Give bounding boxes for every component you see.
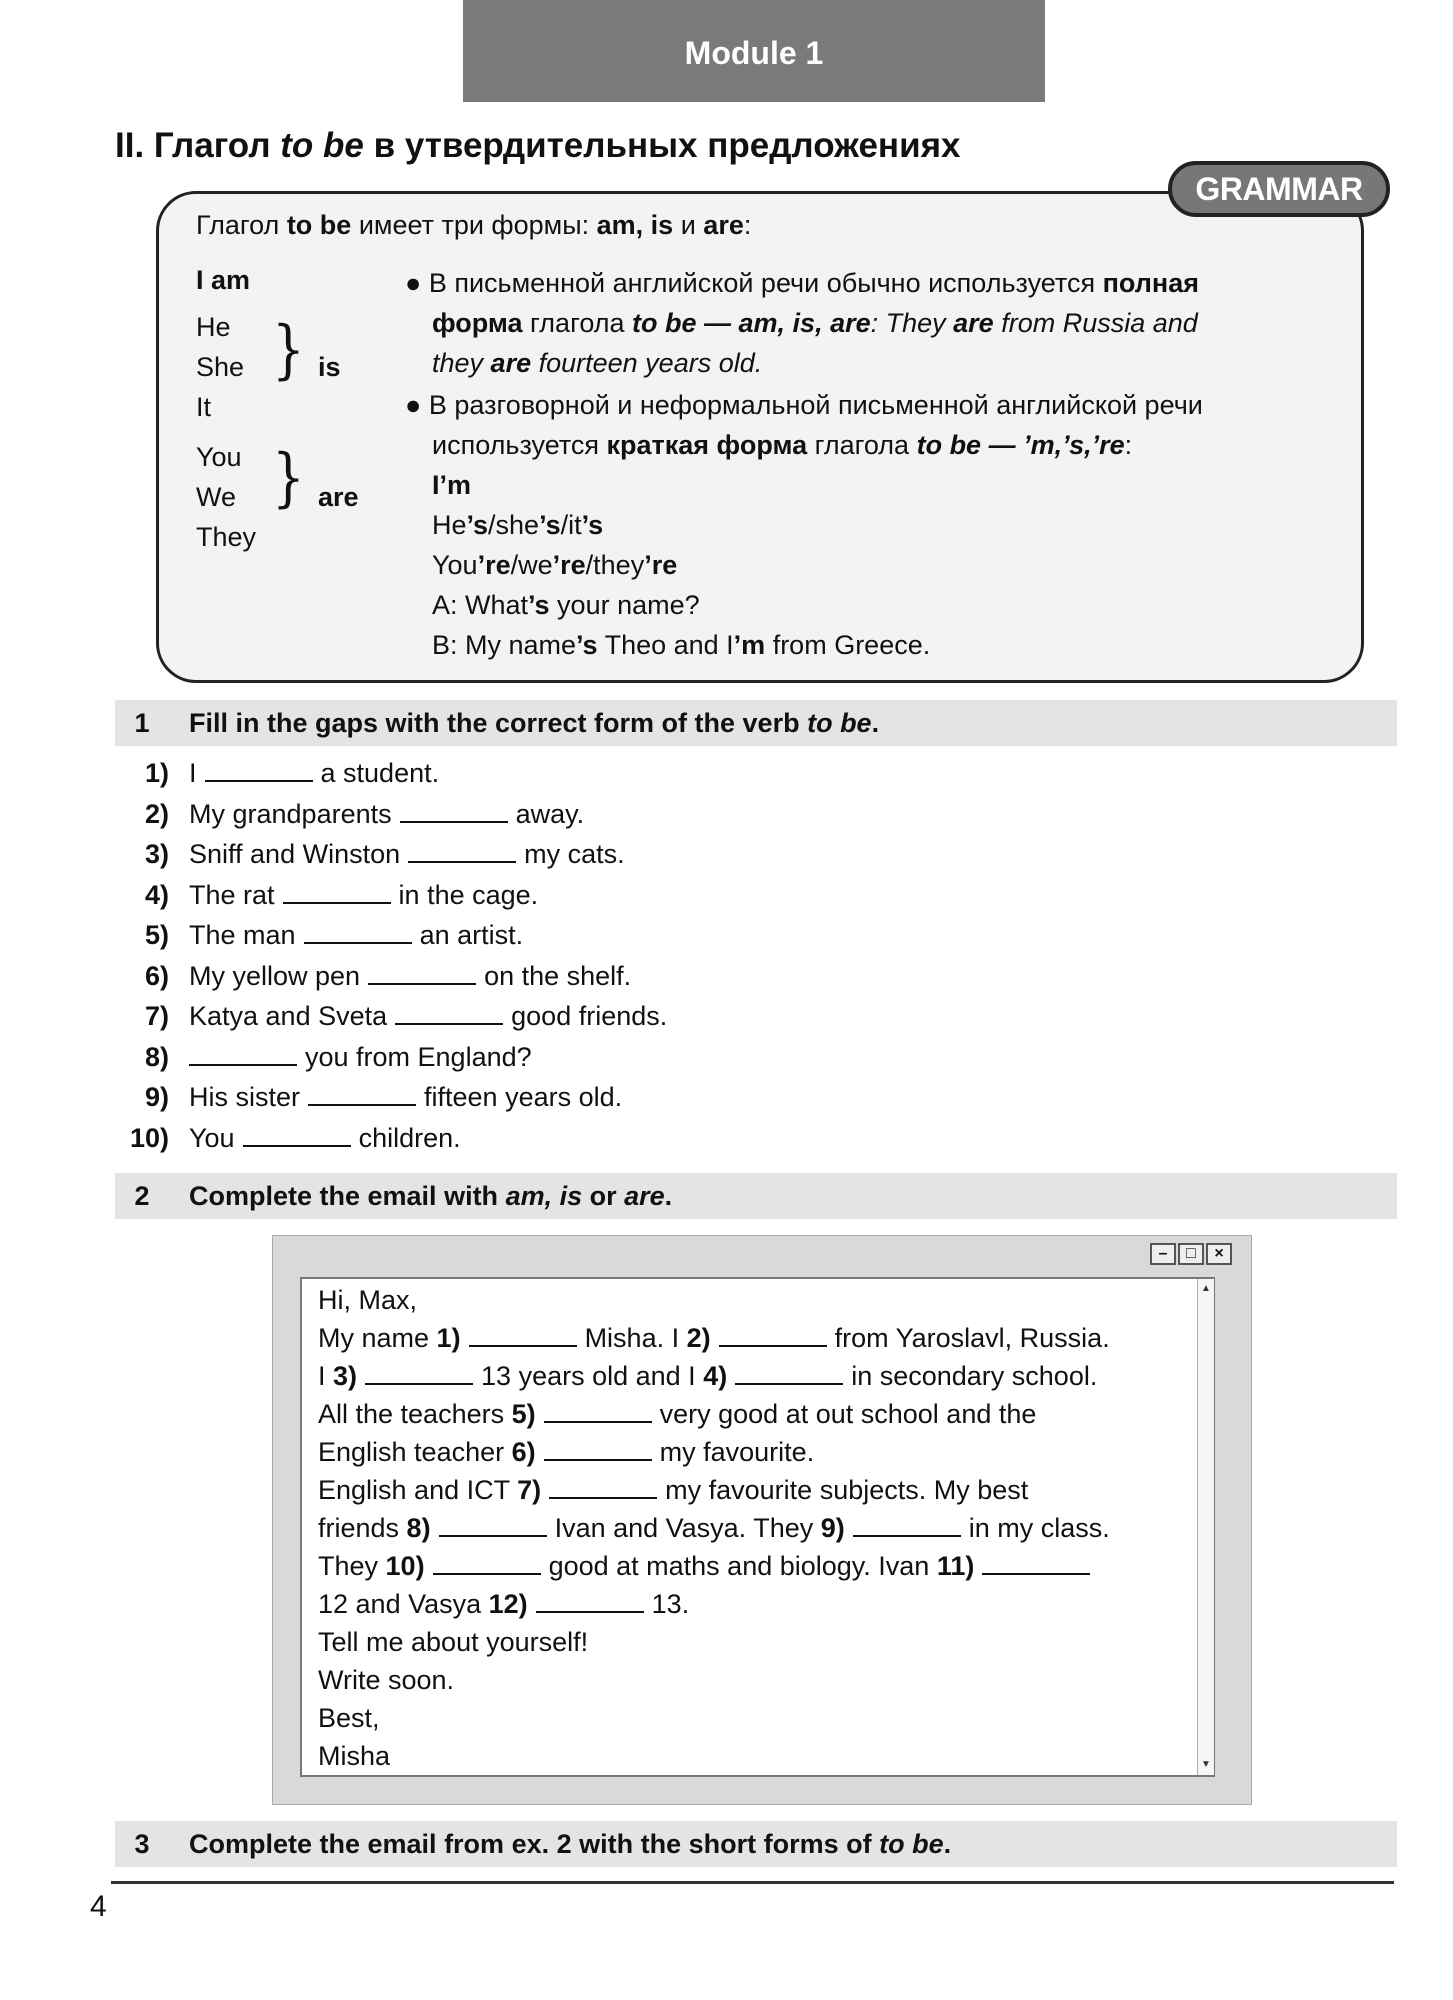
- list-item: 2) My grandparents away.: [144, 798, 585, 829]
- dialogue-b: B: My name’s Theo and I’m from Greece.: [432, 630, 931, 660]
- brace-icon: }: [272, 441, 305, 515]
- answer-blank[interactable]: [408, 839, 516, 863]
- email-line: All the teachers 5) very good at out school and the: [318, 1399, 1037, 1429]
- close-icon[interactable]: ×: [1206, 1243, 1232, 1265]
- grammar-intro: Глагол to be имеет три формы: am, is и are:: [196, 210, 752, 240]
- answer-blank[interactable]: [304, 920, 412, 944]
- maximize-icon[interactable]: □: [1178, 1243, 1204, 1265]
- email-line: Tell me about yourself!: [318, 1627, 589, 1657]
- email-line: English teacher 6) my favourite.: [318, 1437, 815, 1467]
- brace-icon: }: [272, 313, 305, 387]
- list-item: 3) Sniff and Winston my cats.: [144, 839, 625, 869]
- verb-are: are: [318, 482, 359, 512]
- email-line: Write soon.: [318, 1665, 455, 1695]
- scrollbar[interactable]: [1197, 1279, 1214, 1775]
- answer-blank[interactable]: [205, 758, 313, 782]
- list-item: 6) My yellow pen on the shelf.: [144, 960, 632, 991]
- pronoun-she: She: [196, 352, 245, 382]
- verb-is: is: [318, 352, 341, 382]
- dialogue-a: A: What’s your name?: [432, 590, 700, 620]
- bullet-icon: ●: [405, 268, 422, 298]
- list-item: 8) you from England?: [144, 1041, 532, 1072]
- bullet-2-line-2: используется краткая форма глагола to be — ’m,’s,’re:: [432, 430, 1133, 460]
- list-item: 4) The rat in the cage.: [144, 879, 539, 910]
- list-item: 1) I a student.: [144, 758, 440, 788]
- email-greeting: Hi, Max,: [318, 1285, 418, 1315]
- email-line: 12 and Vasya 12) 13.: [318, 1589, 690, 1619]
- bullet-1-line-2: форма глагола to be — am, is, are: They are from Russia and: [432, 308, 1198, 338]
- list-item: 9) His sister fifteen years old.: [144, 1082, 623, 1112]
- answer-blank[interactable]: [308, 1082, 416, 1106]
- exercise-3-header: 3 Complete the email from ex. 2 with the short forms of to be.: [115, 1821, 1397, 1867]
- pronoun-we: We: [196, 482, 237, 512]
- list-item: 7) Katya and Sveta good friends.: [144, 1001, 668, 1031]
- bullet-1-line-3: they are fourteen years old.: [432, 348, 763, 378]
- short-form-im: I’m: [432, 470, 472, 500]
- list-item: 5) The man an artist.: [144, 920, 524, 950]
- pronoun-i-am: I am: [196, 265, 251, 295]
- answer-blank[interactable]: [283, 880, 391, 904]
- pronoun-he: He: [196, 312, 231, 342]
- module-label: Module 1: [684, 35, 824, 71]
- email-line: They 10) good at maths and biology. Ivan 11): [318, 1551, 1098, 1582]
- answer-blank[interactable]: [368, 961, 476, 985]
- window-controls: [1150, 1243, 1232, 1265]
- email-line: English and ICT 7) my favourite subjects. My best: [318, 1475, 1029, 1505]
- pronoun-they: They: [196, 522, 257, 552]
- list-item: 10) You children.: [129, 1122, 461, 1153]
- bottom-divider: [111, 1881, 1394, 1884]
- answer-blank[interactable]: [400, 799, 508, 823]
- pronoun-it: It: [196, 392, 212, 422]
- module-banner: [463, 0, 1045, 102]
- short-form-are: You’re/we’re/they’re: [432, 550, 678, 580]
- email-line: My name 1) Misha. I 2) from Yaroslavl, Russia.: [318, 1323, 1110, 1353]
- exercise-2-header: 2 Complete the email with am, is or are.: [115, 1173, 1397, 1219]
- answer-blank[interactable]: [395, 1001, 503, 1025]
- answer-blank[interactable]: [189, 1042, 297, 1066]
- scroll-down-icon[interactable]: ▼: [1201, 1759, 1211, 1770]
- section-title: II. Глагол to be в утвердительных предложениях: [115, 126, 961, 165]
- email-line: I 3) 13 years old and I 4) in secondary school.: [318, 1361, 1098, 1391]
- page-number: 4: [90, 1890, 107, 1923]
- bullet-2-line-1: ● В разговорной и неформальной письменной английской речи: [405, 390, 1203, 420]
- bullet-1-line-1: ● В письменной английской речи обычно используется полная: [405, 268, 1199, 298]
- minimize-icon[interactable]: –: [1150, 1243, 1176, 1265]
- answer-blank[interactable]: [243, 1123, 351, 1147]
- scroll-up-icon[interactable]: ▲: [1201, 1283, 1211, 1294]
- grammar-badge: GRAMMAR: [1168, 161, 1390, 217]
- exercise-1-header: 1 Fill in the gaps with the correct form of the verb to be.: [115, 700, 1397, 746]
- email-signature: Misha: [318, 1741, 391, 1771]
- pronoun-you: You: [196, 442, 242, 472]
- short-form-is: He’s/she’s/it’s: [432, 510, 604, 540]
- email-line: Best,: [318, 1703, 380, 1733]
- bullet-icon: ●: [405, 390, 422, 420]
- email-line: friends 8) Ivan and Vasya. They 9) in my class.: [318, 1513, 1110, 1543]
